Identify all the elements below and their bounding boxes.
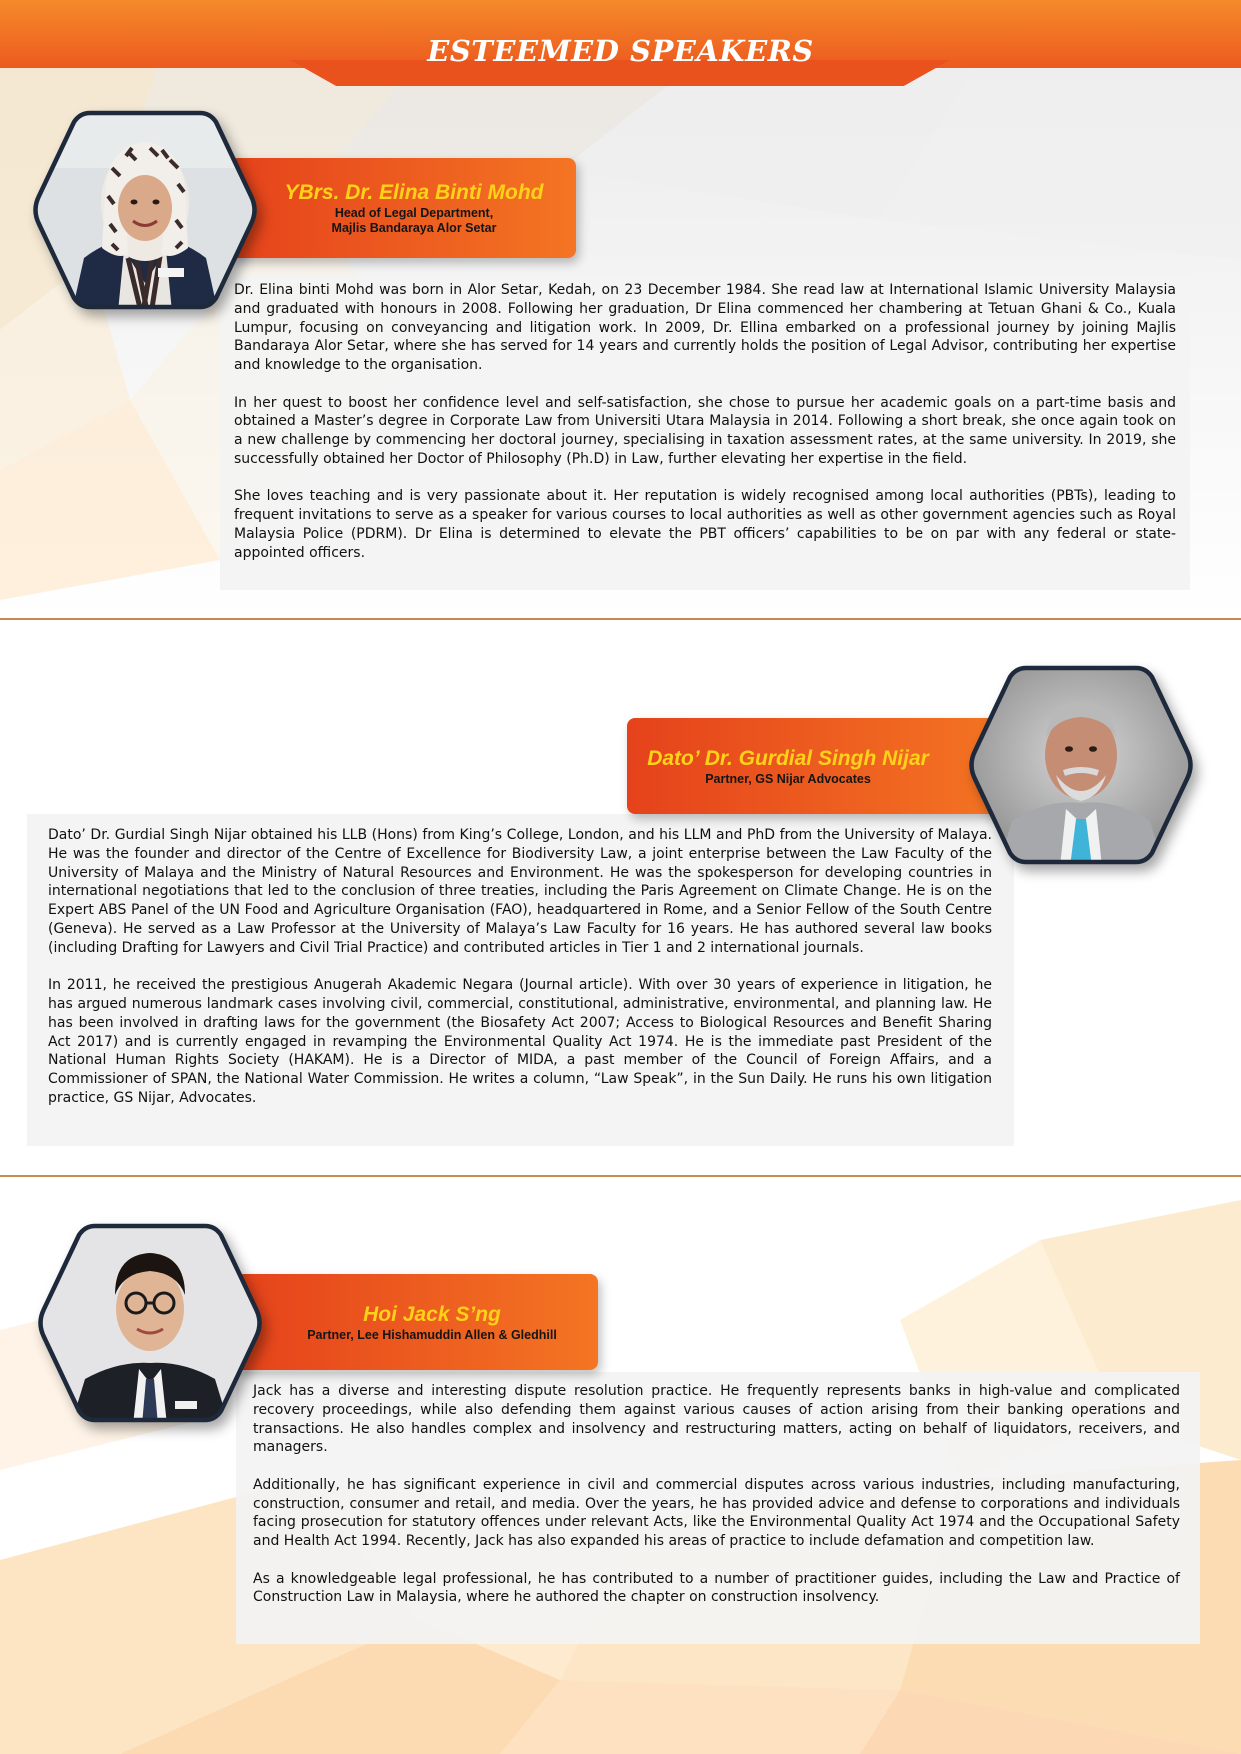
- name-banner-hoi: [236, 1274, 598, 1370]
- speaker-role: Partner, GS Nijar Advocates: [705, 771, 871, 786]
- name-banner-gurdial: [627, 718, 1009, 814]
- speaker-photo-hoi: [37, 1221, 263, 1425]
- page-title: ESTEEMED SPEAKERS: [427, 34, 814, 68]
- section-divider: [0, 1175, 1241, 1177]
- bio-paragraph: Jack has a diverse and interesting dispute resolution practice. He frequently represents banks in high-value and complicated recovery proceedings, while also defending them against various causes of action arising from their banking operations and transactions. He also handles complex and insolvency and restructuring matters, acting on behalf of liquidators, receivers, and managers.: [253, 1383, 1180, 1456]
- speaker-name: YBrs. Dr. Elina Binti Mohd: [284, 181, 544, 204]
- bio-paragraph: She loves teaching and is very passionate about it. Her reputation is widely recognised among local authorities (PBTs), leading to frequent invitations to serve as a speaker for various courses to local authorities as well as other government agencies such as Royal Malaysia Police (PDRM). Dr Elina is determined to elevate the PBT officers’ capabilities to be on par with any federal or state-appointed officers.: [234, 488, 1176, 561]
- section-divider: [0, 618, 1241, 620]
- speaker-bio-elina: [220, 276, 1190, 590]
- bio-paragraph: In 2011, he received the prestigious Anugerah Akademic Negara (Journal article). With over 30 years of experience in litigation, he has argued numerous landmark cases involving civil, commercial, constitutional, administrative, environmental, and planning law. He has been involved in drafting laws for the government (the Biosafety Act 2007; Access to Biological Resources and Benefit Sharing Act 2017) and is currently engaged in revamping the Environmental Quality Act 1974. He is the immediate past President of the National Human Rights Society (HAKAM). He is a Director of MIDA, a past member of the Council of Foreign Affairs, and a Commissioner of SPAN, the National Water Commission. He writes a column, “Law Speak”, in the Sun Daily. He runs his own litigation practice, GS Nijar, Advocates.: [48, 977, 992, 1106]
- name-banner-elina: [230, 158, 576, 258]
- speaker-bio-gurdial: [27, 814, 1014, 1146]
- bio-paragraph: In her quest to boost her confidence level and self-satisfaction, she chose to pursue her academic goals on a part-time basis and obtained a Master’s degree in Corporate Law from Universiti Utara Malaysia in 2014. Following a short break, she once again took on a new challenge by commencing her doctoral journey, specialising in taxation assessment rates, at the same university. In 2019, she successfully obtained her Doctor of Philosophy (Ph.D) in Law, further elevating her expertise in the field.: [234, 394, 1176, 467]
- speaker-role: Head of Legal Department,: [334, 206, 494, 220]
- speaker-name: Dato’ Dr. Gurdial Singh Nijar: [647, 746, 929, 770]
- speaker-role-line2: Majlis Bandaraya Alor Setar: [331, 221, 497, 235]
- speaker-bio-hoi: [236, 1372, 1200, 1644]
- bio-paragraph: Dr. Elina binti Mohd was born in Alor Setar, Kedah, on 23 December 1984. She read law at International Islamic University Malaysia and graduated with honours in 2008. Following her graduation, Dr Elina commenced her chambering at Tetuan Ghani & Co., Kuala Lumpur, focusing on conveyancing and litigation work. In 2009, Dr. Ellina embarked on a professional journey by joining Majlis Bandaraya Alor Setar, where she has served for 14 years and currently holds the position of Legal Advisor, contributing her expertise and knowledge to the organisation.: [234, 282, 1176, 374]
- bio-paragraph: Additionally, he has significant experience in civil and commercial disputes across various industries, including manufacturing, construction, consumer and retail, and media. Over the years, he has provided advice and defense to corporations and individuals facing prosecution for statutory offences under relevant Acts, like the Environmental Quality Act 1974 and the Occupational Safety and Health Act 1994. Recently, Jack has also expanded his areas of practice to include defamation and competition law.: [253, 1476, 1180, 1550]
- speaker-photo-elina: [32, 108, 258, 312]
- speaker-photo-gurdial: [968, 663, 1194, 867]
- bio-paragraph: As a knowledgeable legal professional, he has contributed to a number of practitioner guides, including the Law and Practice of Construction Law in Malaysia, where he authored the chapter on construction insolvency.: [253, 1570, 1180, 1606]
- speaker-name: Hoi Jack S’ng: [363, 1302, 501, 1326]
- bio-paragraph: Dato’ Dr. Gurdial Singh Nijar obtained his LLB (Hons) from King’s College, London, and his LLM and PhD from the University of Malaya. He was the founder and director of the Centre of Excellence for Biodiversity Law, a joint enterprise between the Law Faculty of the University of Malaya and the Ministry of Natural Resources and Environment. He was the spokesperson for developing countries in international negotiations that led to the conclusion of three treaties, including the Paris Agreement on Climate Change. He is on the Expert ABS Panel of the UN Food and Agriculture Organisation (FAO), headquartered in Rome, and a Senior Fellow of the South Centre (Geneva). He served as a Law Professor at the University of Malaya’s Law Faculty for 16 years. He has authored several law books (including Drafting for Lawyers and Civil Trial Practice) and contributed articles in Tier 1 and 2 international journals.: [48, 827, 992, 956]
- speaker-role: Partner, Lee Hishamuddin Allen & Gledhill: [307, 1327, 557, 1342]
